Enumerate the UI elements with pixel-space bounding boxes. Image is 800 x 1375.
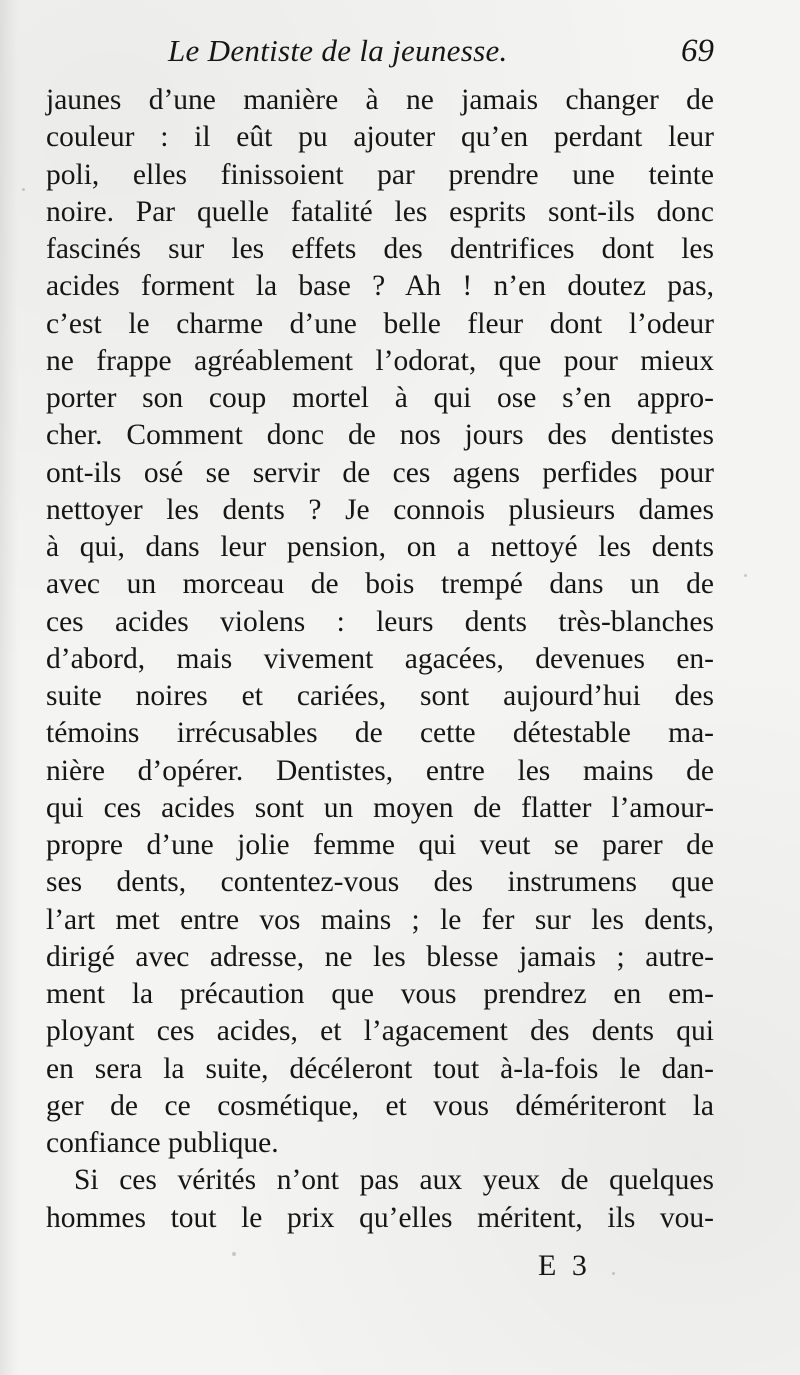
text-line: d’abord, mais vivement agacées, devenues en- [46, 642, 714, 675]
ink-speck [744, 574, 747, 577]
text-line: noire. Par quelle fatalité les esprits sont-ils donc [46, 195, 714, 228]
text-line: ces acides violens : leurs dents très-blanches [46, 605, 714, 638]
text-line: qui ces acides sont un moyen de flatter l’amour- [46, 791, 714, 824]
text-line: à qui, dans leur pension, on a nettoyé les dents [46, 531, 714, 563]
text-line: ment la précaution que vous prendrez en em- [46, 978, 714, 1010]
running-title: Le Dentiste de la jeunesse. [168, 33, 508, 68]
text-line: poli, elles finissoient par prendre une teinte [46, 158, 714, 191]
text-line: propre d’une jolie femme qui veut se parer de [46, 829, 714, 861]
text-line: ont-ils osé se servir de ces agens perfides pour [46, 456, 714, 489]
text-line: dirigé avec adresse, ne les blesse jamais ; autre- [46, 940, 714, 973]
text-line: avec un morceau de bois trempé dans un de [46, 568, 714, 601]
text-line: ployant ces acides, et l’agacement des dents qui [46, 1015, 714, 1048]
text-line: l’art met entre vos mains ; le fer sur les dents, [46, 903, 714, 936]
text-line: porter son coup mortel à qui ose s’en appro- [46, 382, 714, 414]
text-line: jaunes d’une manière à ne jamais changer de [46, 84, 714, 116]
running-head [168, 28, 728, 74]
text-line: ses dents, contentez-vous des instrumens que [46, 866, 714, 899]
text-line: témoins irrécusables de cette détestable ma- [46, 717, 714, 750]
ink-speck [232, 1252, 236, 1256]
text-line: fascinés sur les effets des dentrifices dont les [46, 233, 714, 265]
text-line: acides forment la base ? Ah ! n’en doutez pas, [46, 270, 714, 303]
text-line: cher. Comment donc de nos jours des dentistes [46, 419, 714, 452]
text-line: ger de ce cosmétique, et vous démériteront la [46, 1089, 714, 1122]
text-line: en sera la suite, décéleront tout à-la-fois le dan- [46, 1052, 714, 1085]
text-line: hommes tout le prix qu’elles méritent, ils vou- [46, 1201, 714, 1234]
signature-mark: E 3 [538, 1249, 591, 1282]
ink-speck [612, 1272, 615, 1275]
text-line: nettoyer les dents ? Je connois plusieurs dames [46, 493, 714, 526]
text-line: suite noires et cariées, sont aujourd’hui des [46, 680, 714, 712]
text-line: couleur : il eût pu ajouter qu’en perdant leur [46, 121, 714, 154]
page-number: 69 [681, 33, 714, 69]
ink-speck [22, 188, 25, 191]
text-line: ne frappe agréablement l’odorat, que pour mieux [46, 344, 714, 377]
paragraph-start-line: Si ces vérités n’ont pas aux yeux de quelques [74, 1164, 714, 1197]
text-line: nière d’opérer. Dentistes, entre les mains de [46, 754, 714, 787]
text-line: c’est le charme d’une belle fleur dont l’odeur [46, 307, 714, 340]
body-text [46, 82, 714, 1237]
paragraph-end-line: confiance publique. [46, 1127, 279, 1159]
